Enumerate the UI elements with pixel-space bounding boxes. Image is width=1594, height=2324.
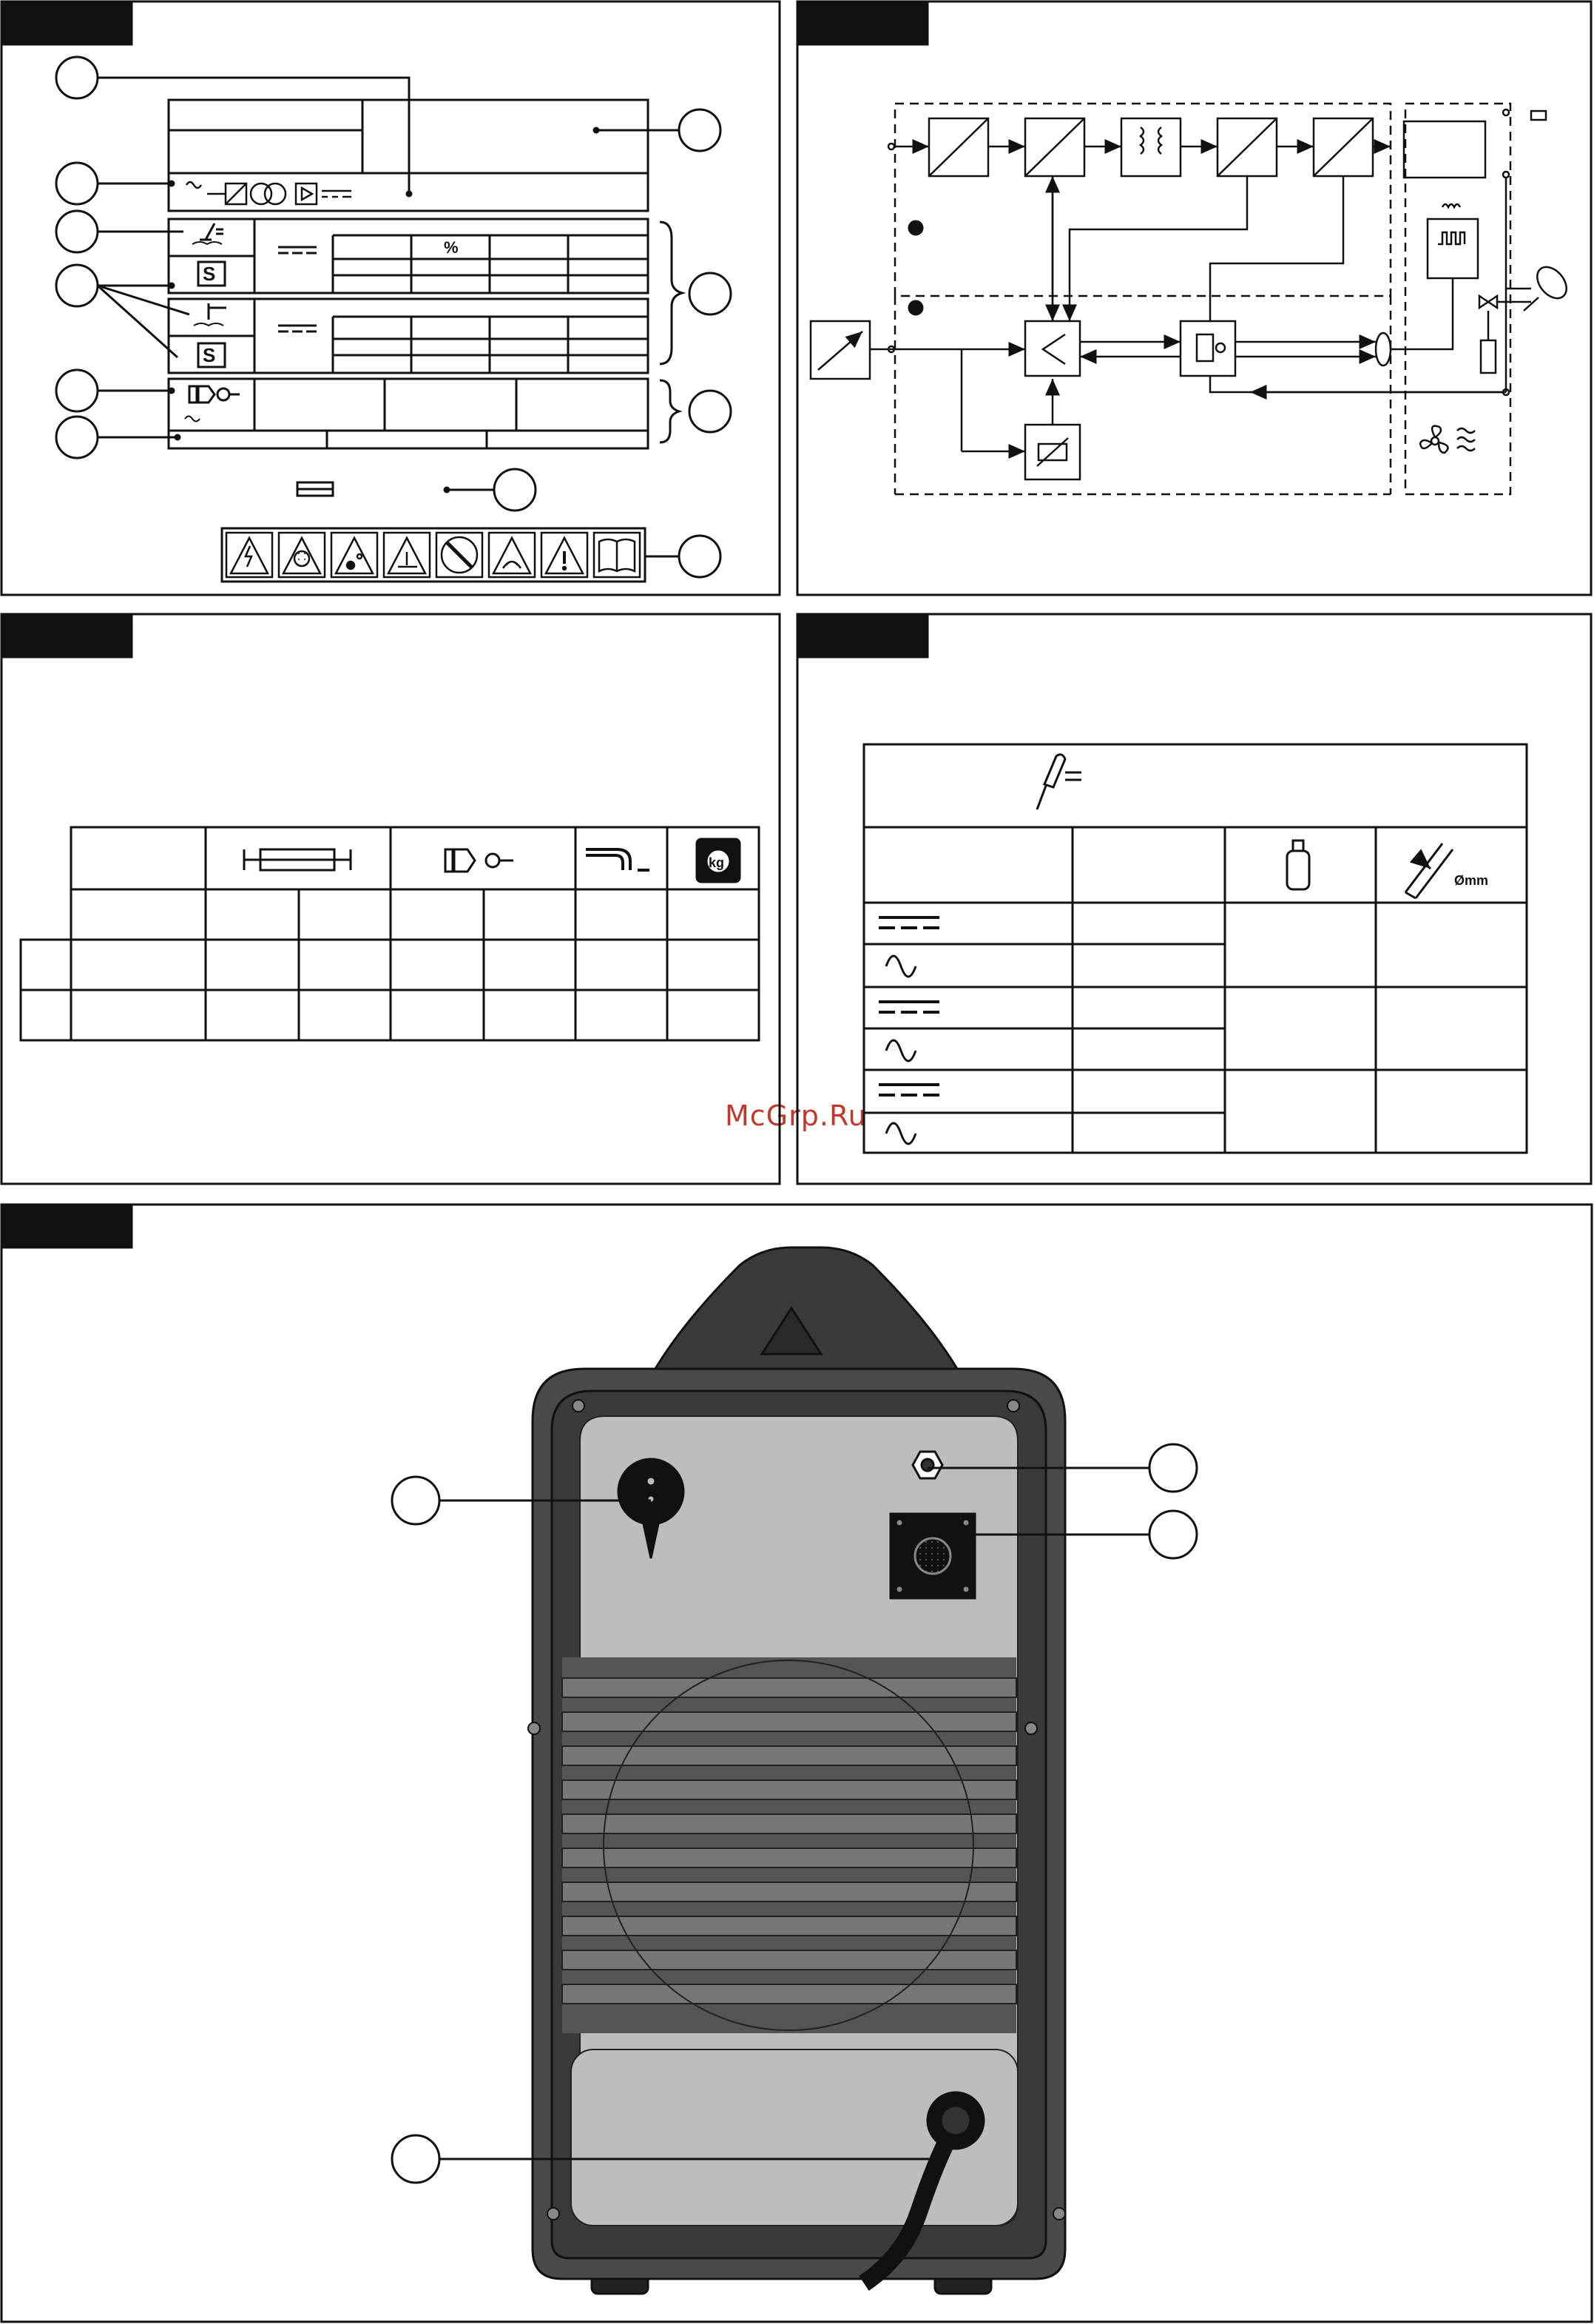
- heat-waves-icon: [1457, 428, 1475, 451]
- panel-number-tab: [797, 614, 928, 657]
- cooling-fan-icon: [1420, 426, 1448, 453]
- rating-plate-panel: [1, 1, 780, 595]
- electrode-diameter-icon: [1405, 843, 1453, 898]
- callout-circle: [56, 57, 98, 98]
- ac-symbol: [886, 956, 916, 977]
- supply-section: [169, 379, 648, 448]
- ac-symbol: [886, 1040, 916, 1061]
- hf-generator-block: [1428, 219, 1478, 278]
- panel-number-tab: [1, 614, 132, 657]
- callout-circle: [56, 211, 98, 252]
- mains-plug-icon: [185, 386, 240, 422]
- percent-label: %: [444, 238, 459, 257]
- fuse-icon: [244, 849, 351, 870]
- torch-icon: [1524, 261, 1573, 311]
- brace: [660, 222, 682, 364]
- electrode-holder-icon: [1037, 755, 1081, 809]
- weight-unit-label: kg: [709, 855, 725, 870]
- pwm-driver-block: [1181, 321, 1235, 376]
- ac-symbol: [886, 1123, 916, 1144]
- s-mark-letter: S: [203, 344, 216, 366]
- mma-electrode-icon: [192, 223, 223, 244]
- electrode-table-panel: [797, 614, 1591, 1184]
- brace: [660, 380, 679, 442]
- carry-handle: [651, 1247, 962, 1376]
- callout-circle: [679, 536, 720, 577]
- gas-valve-icon: [1479, 296, 1497, 308]
- technical-data-panel: [1, 614, 780, 1184]
- panel-number-tab: [1, 1, 132, 44]
- tig-torch-icon: [194, 303, 226, 326]
- output-terminal-icon: [1531, 111, 1546, 120]
- converter-symbol: [186, 182, 351, 204]
- cable-section-icon: [586, 849, 649, 870]
- callout-circle: [56, 163, 98, 204]
- panel-number-tab: [797, 1, 928, 44]
- block-diagram-panel: [797, 1, 1591, 595]
- dc-symbol: [879, 1085, 939, 1095]
- callout-circle: [56, 370, 98, 411]
- dc-symbol: [879, 917, 939, 928]
- callout-circle: [1149, 1444, 1197, 1492]
- output-box: [1404, 121, 1485, 178]
- table-header-row: [71, 827, 759, 889]
- callout-circle: [689, 273, 731, 314]
- mains-plug-icon: [445, 849, 513, 872]
- s-mark-letter: S: [203, 263, 216, 285]
- rear-view-panel: [1, 1205, 1592, 2322]
- diameter-unit-label: Ømm: [1454, 873, 1489, 888]
- remote-control-socket[interactable]: [891, 1514, 975, 1598]
- current-sensor: [1376, 333, 1391, 366]
- callout-circle: [1149, 1511, 1197, 1558]
- resistor-icon: [1481, 340, 1496, 373]
- callout-circle: [392, 1477, 439, 1524]
- dc-symbol: [879, 1002, 939, 1012]
- control-amplifier-block: [1025, 321, 1080, 376]
- gas-bottle-icon: [1287, 841, 1309, 889]
- callout-circle: [679, 110, 720, 151]
- callout-circle: [56, 417, 98, 458]
- transformer-block: [1121, 118, 1181, 176]
- watermark-text: McGrp.Ru: [725, 1099, 867, 1132]
- callout-circle: [494, 469, 536, 511]
- callout-circle: [392, 2135, 439, 2183]
- gas-connector[interactable]: [913, 1452, 942, 1478]
- callout-circle: [56, 265, 98, 306]
- panel-number-tab: [1, 1205, 132, 1247]
- callout-circle: [689, 391, 731, 432]
- electrode-table: [864, 744, 1527, 1153]
